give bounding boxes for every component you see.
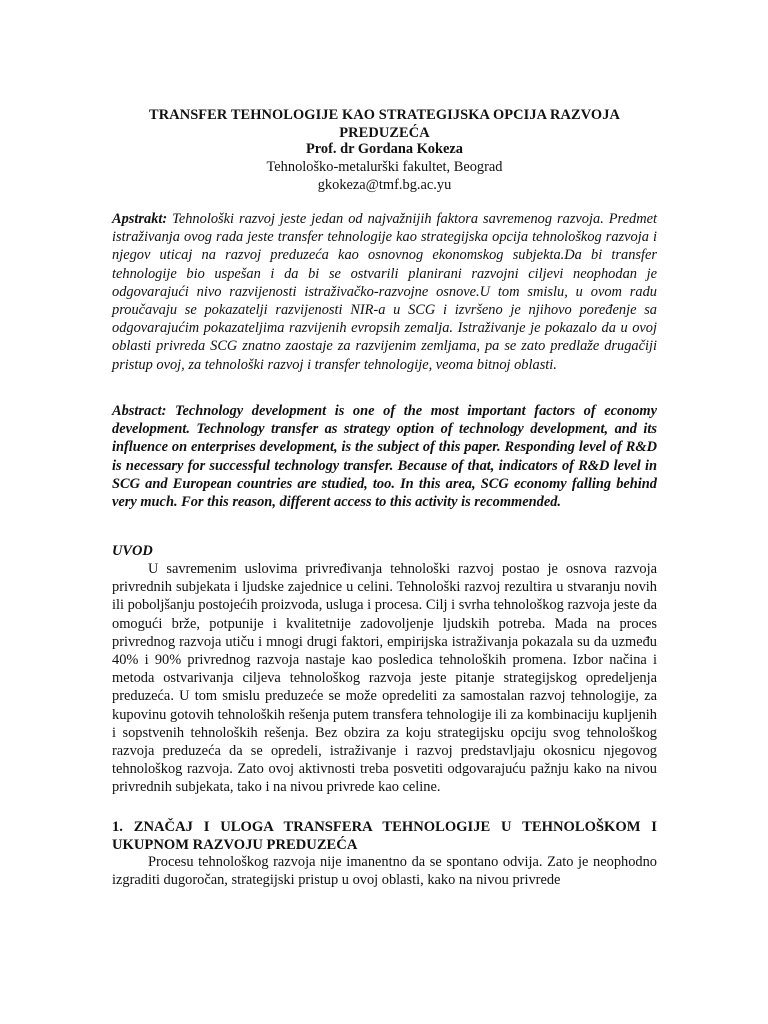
uvod-paragraph: U savremenim uslovima privređivanja tehnološki razvoj postao je osnova razvoja privrednih subjekata i ljudske zajednice u celini. Tehnološki razvoj rezultira u stvaranju novih ili poboljšanju postojećih proizvoda, usluga i procesa. Cilj i svrha tehnološkog razvoja jeste da omogući brže, potpunije i kvalitetnije zadovoljenje ljudskih potreba. Mada na proces privrednog razvoja utiču i mnogi drugi faktori, empirijska istraživanja pokazala su da uzmeđu 40% i 90% privrednog razvoja nastaje kao posledica tehnoloških promena. Izbor načina i metoda ostvarivanja ciljeva tehnološkog razvoja jeste pitanje strategijskog opredeljenja preduzeća. U tom smislu preduzeće se može opredeliti za samostalan razvoj tehnologije, za kupovinu gotovih tehnoloških rešenja putem transfera tehnologije ili za kombinaciju kupljenih i sopstvenih tehnoloških rešenja. Bez obzira za koju strategijsku opciju svog tehnološkog razvoja preduzeća da se opredeli, istraživanje i razvoj predstavljaju okosnicu njegovog tehnološkog razvoja. Zato ovoj aktivnosti treba posvetiti odgovarajuću pažnju kako na nivou privrednih subjekata, tako i na nivou privrede kao celine. <box>112 561 657 796</box>
abstract-serbian <box>112 210 657 374</box>
uvod-heading: UVOD <box>112 543 153 559</box>
section-1-paragraph: Procesu tehnološkog razvoja nije imanentno da se spontano odvija. Zato je neophodno izgraditi dugoročan, strategijski pristup u ovoj oblasti, kako na nivou privrede <box>112 854 657 889</box>
author-name: Prof. dr Gordana Kokeza <box>306 141 463 157</box>
section-1-heading: 1. ZNAČAJ I ULOGA TRANSFERA TEHNOLOGIJE U TEHNOLOŠKOM I UKUPNOM RAZVOJU PREDUZEĆA <box>112 819 657 854</box>
author-email: gkokeza@tmf.bg.ac.yu <box>317 177 452 193</box>
author-affiliation: Tehnološko-metalurški fakultet, Beograd <box>266 159 503 175</box>
abstract-serbian-label: Apstrakt: <box>112 211 168 227</box>
abstract-serbian-text: Tehnološki razvoj jeste jedan od najvažnijih faktora savremenog razvoja. Predmet istraživanja ovog rada jeste transfer tehnologije kao strategijska opcija tehnološkog razvoja i njegov uticaj na razvoj preduzeća kao osnovnog ekonomskog subjekta.Da bi transfer tehnologije bio uspešan i da bi se ostvarili planirani razvojni ciljevi neophodan je odgovarajući nivo razvijenosti istraživačko-razvojne osnove.U tom smislu, u ovom radu proučavaju se pokazatelji razvijenosti NIR-a u SCG i izvršeno je njihovo poređenje sa odgovarajućim pokazateljima razvijenih evropsih zemalja. Istraživanje je pokazalo da u ovoj oblasti privreda SCG znatno zaostaje za razvijenim zemljama, pa se zato predlaže drugačiji pristup ovoj, za tehnološki razvoj i transfer tehnologije, veoma bitnoj oblasti. <box>112 211 657 373</box>
paper-title: TRANSFER TEHNOLOGIJE KAO STRATEGIJSKA OPCIJA RAZVOJA PREDUZEĆA <box>149 107 620 142</box>
abstract-english: Abstract: Technology development is one of the most important factors of economy development. Technology transfer as strategy option of technology development, and its influence on enterprises development, is the subject of this paper. Responding level of R&D is necessary for successful technology transfer. Because of that, indicators of R&D level in SCG and European countries are studied, too. In this area, SCG economy falling behind very much. For this reason, different access to this activity is recommended. <box>112 403 657 511</box>
